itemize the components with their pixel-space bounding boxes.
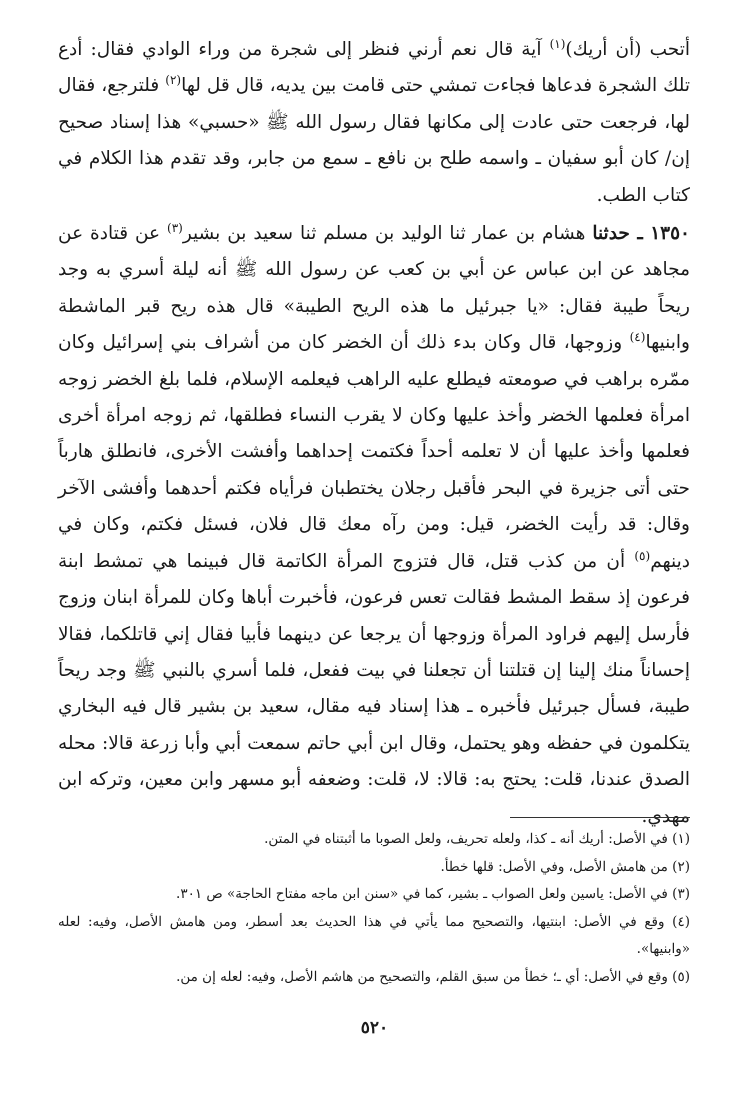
continuation-text-1: أتحب (أن أريك) <box>565 39 690 60</box>
footnote-2: (٢) من هامش الأصل، وفي الأصل: قلها خطأ. <box>440 858 690 875</box>
hadith-text-2: عن قتادة عن مجاهد عن ابن عباس عن أبي بن كعب عن رسول الله ﷺ أنه ليلة أسري به وجد ريحاً طيبة فقال: «يا جبرئيل ما هذه الريح الطيبة» قال هذه ريح قبر الماشطة وابنيها <box>58 223 690 354</box>
hadith-text-4: أن من كذب قتل، قال فتزوج المرأة الكاتمة قال فبينما هي تمشط ابنة فرعون إذ سقط المشط فقالت تعس فرعون، فأخبرت أباها وكان للمرأة ابنان وزوج فأرسل إليهم فراود المرأة وزوجها أن يرجعا عن دينهما فأبيا فقال إني قاتلكما، فقالا إحساناً منك إلينا إن قتلتنا أن تجعلنا في بيت ففعل، فلما أسري بالنبي ﷺ وجد ريحاً طيبة، فسأل جبرئيل فأخبره ـ هذا إسناد فيه مقال، سعيد بن بشير قال فيه البخاري يتكلمون في حفظه وهو يحتمل، وقال ابن أبي حاتم سمعت أبي وأبا زرعة قالا: محله الصدق عندنا، قلت: يحتج به: قالا: لا، قلت: وضعفه أبو مسهر وابن معين، وتركه ابن مهدي. <box>58 550 690 827</box>
footnote-ref-4[interactable]: (٤) <box>629 330 646 345</box>
continuation-text-2: آية قال نعم أرني فنظر إلى شجرة من وراء الوادي فقال: أدع تلك الشجرة فدعاها فجاءت تمشي حتى قامت بين يديه، قال قل لها <box>58 39 690 97</box>
hadith-text-1: هشام بن عمار ثنا الوليد بن مسلم ثنا سعيد بن بشير <box>182 223 593 245</box>
footnote-5: (٥) وقع في الأصل: أي ـ؛ خطأ من سبق القلم، والتصحيح من هاشم الأصل، وفيه: لعله إن من. <box>176 968 690 985</box>
footnote-ref-3[interactable]: (٣) <box>167 220 183 235</box>
haddathana-word: حدثنا <box>592 223 630 245</box>
footnote-ref-5[interactable]: (٥) <box>634 548 651 563</box>
main-text <box>58 32 690 835</box>
footnote-ref-2[interactable]: (٢) <box>165 73 182 88</box>
footnote-3: (٣) في الأصل: ياسين ولعل الصواب ـ بشير، كما في «سنن ابن ماجه مفتاح الحاجة» ص ٣٠١. <box>176 886 690 902</box>
footnote-1: (١) في الأصل: أريك أنه ـ كذا، ولعله تحريف، ولعل الصوبا ما أثبتناه في المتن. <box>264 831 690 847</box>
footnote-separator <box>510 817 690 818</box>
footnote-ref-1[interactable]: (١) <box>549 36 566 51</box>
continuation-text-3: فلترجع، فقال لها، فرجعت حتى عادت إلى مكانها فقال رسول الله ﷺ «حسبي» هذا إسناد صحيح إن/ كان أبو سفيان ـ واسمه طلح بن نافع ـ سمع من جابر، وقد تقدم هذا الكلام في كتاب الطب. <box>58 75 690 206</box>
hadith-paragraph <box>58 216 690 835</box>
page-number: ٥٢٠ <box>360 1018 389 1038</box>
footnotes-section <box>58 826 690 991</box>
hadith-dash: ـ <box>629 223 651 245</box>
hadith-number: ١٣٥٠ <box>650 223 690 245</box>
footnote-4: (٤) وقع في الأصل: ابنتيها، والتصحيح مما يأتي في هذا الحديث بعد أسطر، ومن هامش الأصل، وفيه: لعله «وابنيها». <box>58 913 690 957</box>
continuation-paragraph <box>58 32 690 214</box>
hadith-text-3: وزوجها، قال وكان بدء ذلك أن الخضر كان من أشراف بني إسرائيل وكان ممّره براهب في صومعته فيطلع عليه الراهب فيعلمه الإسلام، فلما بلغ الخضر زوجه امرأة فعلمها الخضر وأخذ عليها وكان لا يقرب النساء فطلقها، ثم زوجه امرأة أخرى فعلمها وأخذ عليها أن لا تعلمه أحداً فكتمت إحداهما وأفشت الأخرى، فانطلق هارباً حتى أتى جزيرة في البحر فأقبل رجلان يختطبان فرأياه فكتم أحدهما وأفشى الآخر وقال: قد رأيت الخضر، قيل: ومن رآه معك قال فلان، فسئل فكتم، وكان في دينهم <box>58 332 690 572</box>
book-page <box>58 32 690 985</box>
